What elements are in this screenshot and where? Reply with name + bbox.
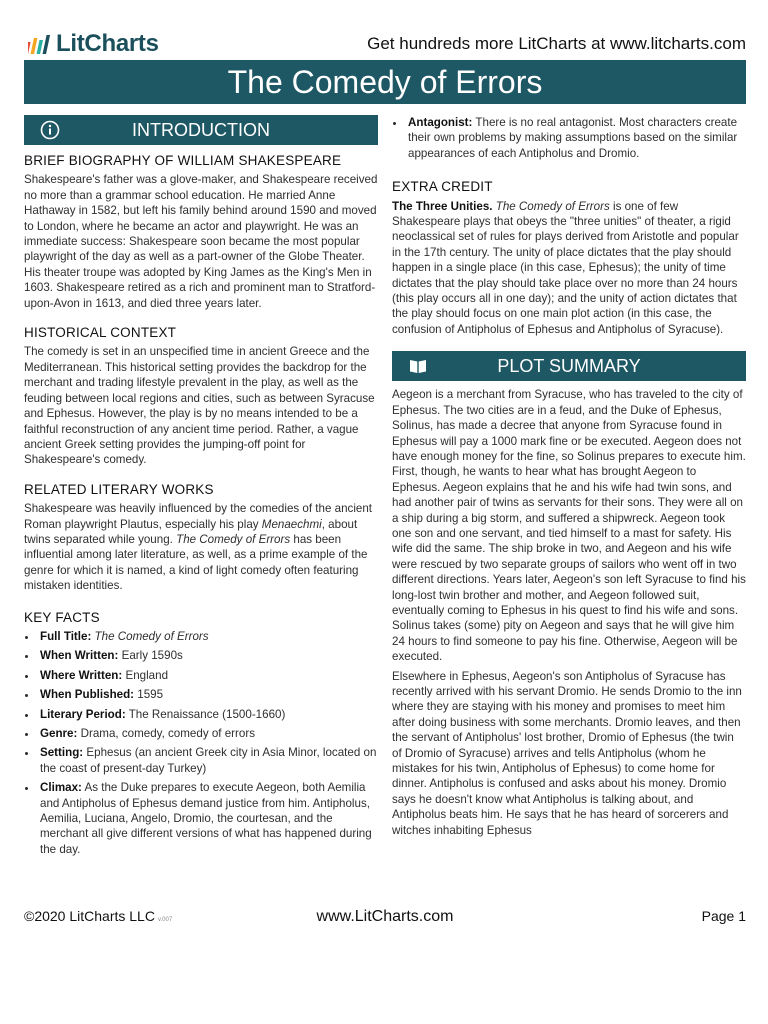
key-fact-item: • Climax: As the Duke prepares to execute Aegeon, both Aemilia and Antipholus of Ephesus demand justice from him. Antipholus, Aemilia, Luciana, Angelo, Dromio, the courtesan, and the merchant all give different versions of what has happened during the day. xyxy=(38,780,378,857)
historical-context-heading: HISTORICAL CONTEXT xyxy=(24,325,177,341)
logo-bars-icon xyxy=(28,33,52,55)
plot-summary-paragraph: Elsewhere in Ephesus, Aegeon's son Antipholus of Syracuse has recently arrived with his servant Dromio. He sends Dromio to the inn where they are staying with his money and promises to meet him after doing business with some merchants. Dromio leaves, and then the servant of Antipholus' lost brother, Dromio of Ephesus (the twin of Dromio of Syracuse) arrives and tells Antipholus (whom he mistakes for his twin, Antipholus of Ephesus) to come home for dinner. Antipholus is confused and asks about his money. Dromio says he doesn't know what Antipholus is talking about, and Antipholus beats him. He says that he has heard of sorcerers and witches inhabiting Ephesus xyxy=(392,669,742,837)
page-number: Page 1 xyxy=(701,908,746,924)
page-title: The Comedy of Errors xyxy=(24,60,746,104)
header-tagline[interactable]: Get hundreds more LitCharts at www.litcharts.com xyxy=(367,34,746,53)
key-fact-item: • Antagonist: There is no real antagonist. Most characters create their own problems by making assumptions based on the similar appearances of each Antipholus and Dromio. xyxy=(406,115,746,161)
footer-copyright: ©2020 LitCharts LLC v.007 xyxy=(24,908,173,924)
plot-summary-heading: PLOT SUMMARY xyxy=(497,356,641,377)
page-header xyxy=(24,30,746,60)
extra-credit-heading: EXTRA CREDIT xyxy=(392,179,493,195)
key-facts-list xyxy=(24,629,378,857)
extra-credit-text: The Three Unities. The Comedy of Errors is one of few Shakespeare plays that obeys the "three unities" of theater, a rigid neoclassical set of rules for plays derived from Aristotle and popular in the 17th century. The unity of place dictates that the play should happen in a single place (in this case, Ephesus); the unity of time dictates that the play should take place over no more than 24 hours (this play occurs all in one day); and the unity of action dictates that the play should focus on one main plot action (in this case, the confusion of Antipholus of Ephesus and Antipholus of Syracuse). xyxy=(392,199,739,336)
key-facts-list-continued xyxy=(392,115,746,161)
plot-summary-header xyxy=(392,351,746,381)
footer-version: v.007 xyxy=(157,917,173,923)
left-column xyxy=(24,115,378,861)
historical-context-text: The comedy is set in an unspecified time in ancient Greece and the Mediterranean. This historical setting provides the backdrop for the merchant and trading lifestyle prevalent in the play, as well as the feuding between local regions and cities, such as between Syracuse and Ephesus. However, the play is by no means intended to be a faithful reconstruction of any ancient time period. Rather, a vague ancient Greek setting provides the jumping-off point for Shakespeare's comedy. xyxy=(24,345,375,467)
related-title-menaechmi: Menaechmi xyxy=(261,517,322,531)
key-fact-item: • Genre: Drama, comedy, comedy of errors xyxy=(38,726,378,741)
plot-summary-paragraph: Aegeon is a merchant from Syracuse, who has traveled to the city of Ephesus. The two cities are in a feud, and the Duke of Ephesus, Solinus, has made a decree that anyone from Syracuse found in Ephesus will pay a 1000 mark fine or be executed. Aegeon does not have enough money for the fine, so Solinus prepares to execute him. First, though, he wants to hear what has brought Aegeon to Ephesus. Aegeon explains that he and his wife had twin sons, and had another pair of twins as servants for their sons. They were all on a ship during a big storm, and suffered a shipwreck. Aegeon took one son and one servant, and tied himself to a mast for safety. His wife did the same. The ship broke in two, and Aegeon and his wife were rescued by two separate groups of sailors who went off in two different directions. Years later, Aegeon's son left Syracuse to find his long-lost twin brother and mother, and Aegeon followed suit, eventually coming to Ephesus in his quest to find his wife and sons. Solinus takes (some) pity on Aegeon and says that he will give him 24 hours to find someone to pay his fine. Otherwise, Aegeon will be executed. xyxy=(392,388,746,664)
footer-url[interactable]: www.LitCharts.com xyxy=(316,908,454,925)
key-fact-item: • Full Title: The Comedy of Errors xyxy=(38,629,378,644)
key-fact-item: • Where Written: England xyxy=(38,668,378,683)
biography-heading: BRIEF BIOGRAPHY OF WILLIAM SHAKESPEARE xyxy=(24,153,342,168)
key-fact-item: • Literary Period: The Renaissance (1500-1660) xyxy=(38,707,378,722)
logo-text: LitCharts xyxy=(56,30,159,57)
introduction-heading: INTRODUCTION xyxy=(132,120,270,140)
page-footer xyxy=(24,908,746,928)
key-fact-item: • Setting: Ephesus (an ancient Greek city in Asia Minor, located on the coast of present-day Turkey) xyxy=(38,745,378,776)
introduction-header xyxy=(24,115,378,145)
key-facts-heading: KEY FACTS xyxy=(24,609,100,625)
related-works-heading: RELATED LITERARY WORKS xyxy=(24,481,214,497)
litcharts-logo[interactable] xyxy=(28,30,159,58)
related-title-comedy: The Comedy of Errors xyxy=(176,532,291,546)
key-fact-item: • When Written: Early 1590s xyxy=(38,648,378,663)
key-fact-item: • When Published: 1595 xyxy=(38,687,378,702)
right-column xyxy=(392,115,746,838)
biography-text: Shakespeare's father was a glove-maker, and Shakespeare received no more than a grammar school education. He married Anne Hathaway in 1582, but left his family behind around 1590 and moved to London, where he became an actor and playwright. He was an immediate success: Shakespeare soon became the most popular playwright of the day as well as a part-owner of the Globe Theater. His theater troupe was adopted by King James as the King's Men in 1603. Shakespeare retired as a rich and prominent man to Stratford-upon-Avon in 1613, and died three years later. xyxy=(24,173,378,310)
related-works-text: Shakespeare was heavily influenced by the comedies of the ancient Roman playwright Plautus, especially his play Menaechmi, about twins separated while young. The Comedy of Errors has been influential among later literature, as well, as a prime example of the genre for which it is named, a kind of light comedy often featuring mistaken identities. xyxy=(24,502,373,593)
